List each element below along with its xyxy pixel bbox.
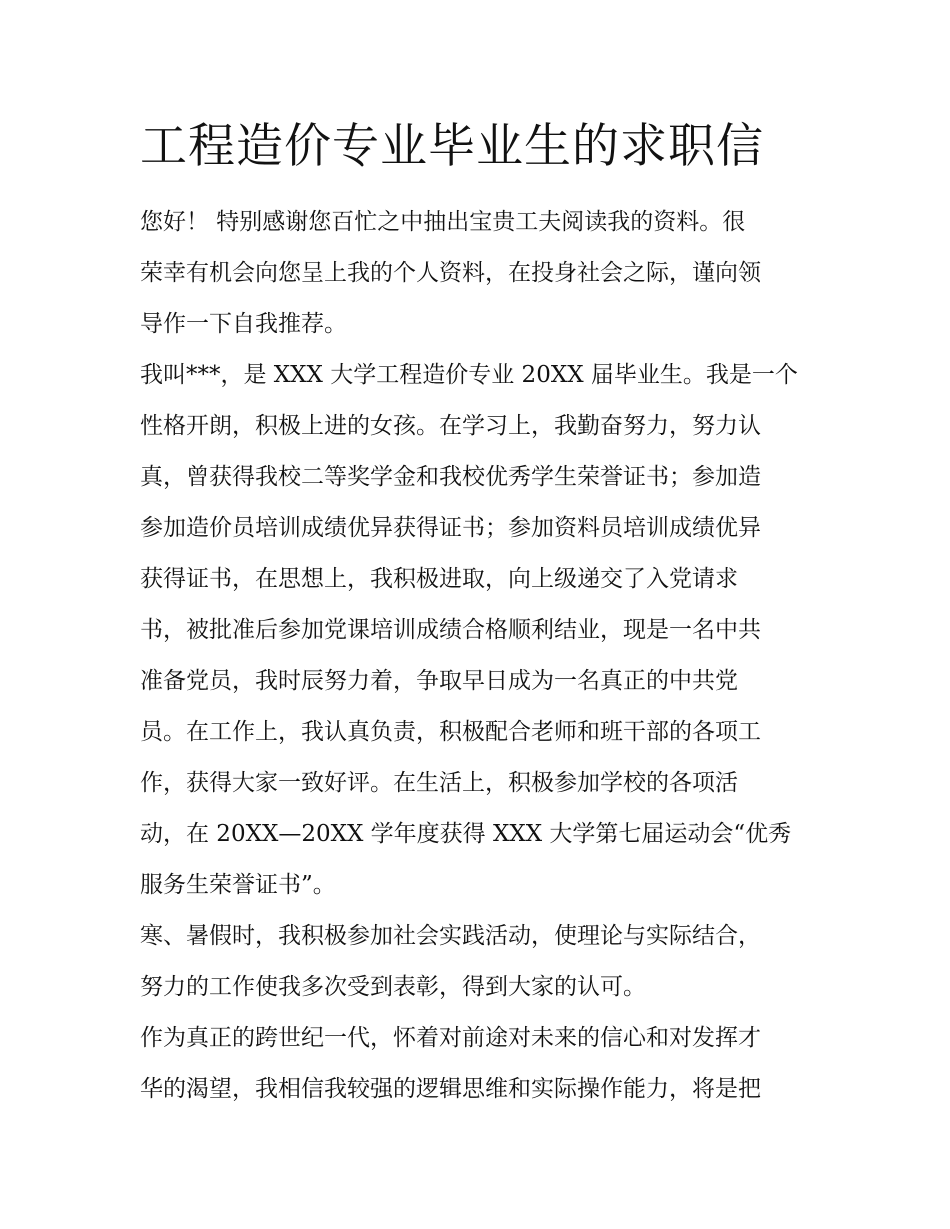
text-line: 导作一下自我推荐。 <box>140 311 347 337</box>
text-line: 荣幸有机会向您呈上我的个人资料，在投身社会之际，谨向领 <box>140 260 761 286</box>
letter-body <box>140 197 820 1115</box>
text-line: 您好！ 特别感谢您百忙之中抽出宝贵工夫阅读我的资料。很 <box>140 209 746 235</box>
text-line: 华的渴望，我相信我较强的逻辑思维和实际操作能力，将是把 <box>140 1076 761 1102</box>
text-line: 性格开朗，积极上进的女孩。在学习上，我勤奋努力，努力认 <box>140 413 761 439</box>
text-line: 动，在 20XX—20XX 学年度获得 XXX 大学第七届运动会“优秀 <box>140 821 792 847</box>
document-title: 工程造价专业毕业生的求职信 <box>140 119 764 174</box>
text-line: 准备党员，我时辰努力着，争取早日成为一名真正的中共党 <box>140 668 738 694</box>
text-line: 作为真正的跨世纪一代，怀着对前途对未来的信心和对发挥才 <box>140 1025 761 1051</box>
text-line: 书，被批准后参加党课培训成绩合格顺利结业，现是一名中共 <box>140 617 761 643</box>
text-line: 获得证书，在思想上，我积极进取，向上级递交了入党请求 <box>140 566 738 592</box>
text-line: 参加造价员培训成绩优异获得证书；参加资料员培训成绩优异 <box>140 515 761 541</box>
text-line: 作，获得大家一致好评。在生活上，积极参加学校的各项活 <box>140 770 738 796</box>
text-line: 努力的工作使我多次受到表彰，得到大家的认可。 <box>140 974 646 1000</box>
text-line: 员。在工作上，我认真负责，积极配合老师和班干部的各项工 <box>140 719 761 745</box>
text-line: 真，曾获得我校二等奖学金和我校优秀学生荣誉证书；参加造 <box>140 464 761 490</box>
text-line: 我叫***，是 XXX 大学工程造价专业 20XX 届毕业生。我是一个 <box>140 362 798 388</box>
text-line: 服务生荣誉证书”。 <box>140 872 336 898</box>
text-line: 寒、暑假时，我积极参加社会实践活动，使理论与实际结合， <box>140 923 761 949</box>
